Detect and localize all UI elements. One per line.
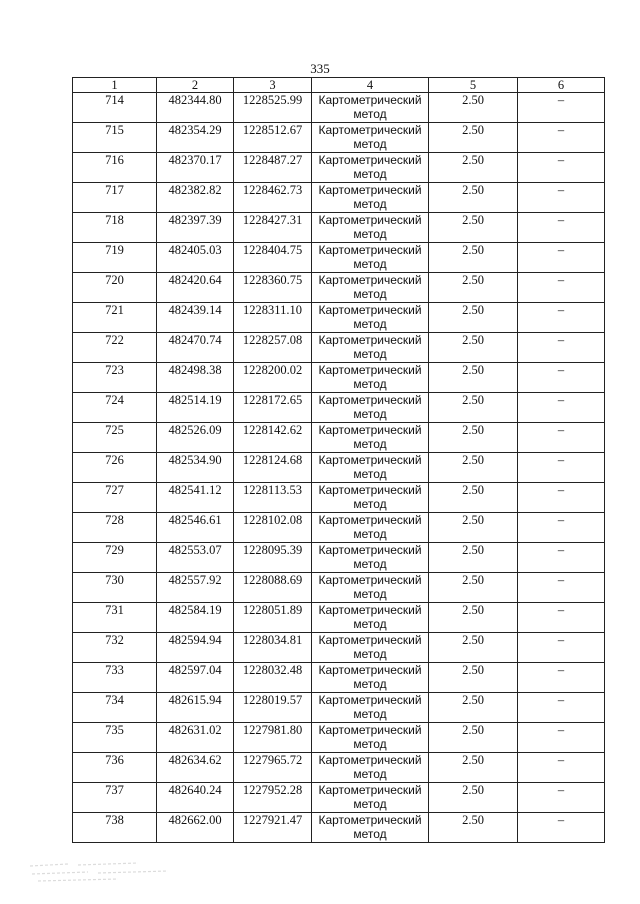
method-line: Картометрический [318,633,422,647]
point-number-cell: 718 [73,213,157,243]
coordinates-table [72,77,605,843]
method-line: метод [353,137,387,151]
method-cell [312,453,429,483]
x-coordinate-cell: 482470.74 [157,333,234,363]
point-number-cell: 726 [73,453,157,483]
method-line: метод [353,497,387,511]
point-number-cell: 728 [73,513,157,543]
method-line: Картометрический [318,423,422,437]
method-line: Картометрический [318,393,422,407]
point-number-cell: 730 [73,573,157,603]
table-row [73,483,605,513]
table-row [73,333,605,363]
y-coordinate-cell: 1228257.08 [234,333,312,363]
point-number-cell: 719 [73,243,157,273]
page-number: 335 [310,61,330,76]
method-line: Картометрический [318,483,422,497]
y-coordinate-cell: 1228172.65 [234,393,312,423]
x-coordinate-cell: 482553.07 [157,543,234,573]
accuracy-cell: 2.50 [429,813,518,843]
accuracy-cell: 2.50 [429,333,518,363]
accuracy-cell: 2.50 [429,303,518,333]
accuracy-cell: 2.50 [429,783,518,813]
point-number-cell: 731 [73,603,157,633]
method-cell [312,363,429,393]
method-cell [312,123,429,153]
method-cell [312,513,429,543]
method-line: Картометрический [318,183,422,197]
method-cell [312,663,429,693]
method-line: метод [353,167,387,181]
method-line: метод [353,737,387,751]
method-cell [312,333,429,363]
method-line: Картометрический [318,753,422,767]
method-cell [312,783,429,813]
y-coordinate-cell: 1227921.47 [234,813,312,843]
note-cell: – [518,663,605,693]
point-number-cell: 738 [73,813,157,843]
method-line: Картометрический [318,663,422,677]
point-number-cell: 734 [73,693,157,723]
x-coordinate-cell: 482370.17 [157,153,234,183]
point-number-cell: 717 [73,183,157,213]
method-line: Картометрический [318,93,422,107]
table-row [73,723,605,753]
point-number-cell: 725 [73,423,157,453]
note-cell: – [518,513,605,543]
method-line: метод [353,317,387,331]
table-row [73,393,605,423]
accuracy-cell: 2.50 [429,633,518,663]
x-coordinate-cell: 482631.02 [157,723,234,753]
accuracy-cell: 2.50 [429,243,518,273]
note-cell: – [518,423,605,453]
y-coordinate-cell: 1228113.53 [234,483,312,513]
note-cell: – [518,153,605,183]
point-number-cell: 722 [73,333,157,363]
method-line: метод [353,377,387,391]
x-coordinate-cell: 482526.09 [157,423,234,453]
accuracy-cell: 2.50 [429,663,518,693]
accuracy-cell: 2.50 [429,273,518,303]
table-row [73,453,605,483]
method-line: Картометрический [318,513,422,527]
column-header: 2 [157,78,234,93]
point-number-cell: 732 [73,633,157,663]
y-coordinate-cell: 1228019.57 [234,693,312,723]
note-cell: – [518,693,605,723]
x-coordinate-cell: 482597.04 [157,663,234,693]
y-coordinate-cell: 1228462.73 [234,183,312,213]
table-row [73,573,605,603]
point-number-cell: 716 [73,153,157,183]
note-cell: – [518,333,605,363]
y-coordinate-cell: 1228512.67 [234,123,312,153]
method-line: Картометрический [318,243,422,257]
y-coordinate-cell: 1227952.28 [234,783,312,813]
method-line: метод [353,557,387,571]
method-line: Картометрический [318,573,422,587]
table-header-row [73,78,605,93]
y-coordinate-cell: 1227981.80 [234,723,312,753]
y-coordinate-cell: 1228311.10 [234,303,312,333]
method-cell [312,213,429,243]
method-cell [312,543,429,573]
method-line: Картометрический [318,333,422,347]
note-cell: – [518,453,605,483]
x-coordinate-cell: 482397.39 [157,213,234,243]
method-line: Картометрический [318,603,422,617]
method-line: метод [353,827,387,841]
point-number-cell: 724 [73,393,157,423]
accuracy-cell: 2.50 [429,483,518,513]
column-header: 4 [312,78,429,93]
method-line: метод [353,107,387,121]
note-cell: – [518,123,605,153]
accuracy-cell: 2.50 [429,153,518,183]
x-coordinate-cell: 482615.94 [157,693,234,723]
method-line: метод [353,587,387,601]
x-coordinate-cell: 482662.00 [157,813,234,843]
x-coordinate-cell: 482514.19 [157,393,234,423]
accuracy-cell: 2.50 [429,693,518,723]
x-coordinate-cell: 482439.14 [157,303,234,333]
x-coordinate-cell: 482594.94 [157,633,234,663]
x-coordinate-cell: 482546.61 [157,513,234,543]
faint-stamp-mark [28,860,178,884]
accuracy-cell: 2.50 [429,453,518,483]
note-cell: – [518,813,605,843]
method-line: метод [353,617,387,631]
y-coordinate-cell: 1228095.39 [234,543,312,573]
point-number-cell: 729 [73,543,157,573]
method-line: метод [353,527,387,541]
y-coordinate-cell: 1228088.69 [234,573,312,603]
note-cell: – [518,633,605,663]
method-cell [312,693,429,723]
column-header: 3 [234,78,312,93]
y-coordinate-cell: 1227965.72 [234,753,312,783]
method-line: Картометрический [318,363,422,377]
accuracy-cell: 2.50 [429,213,518,243]
table-row [73,243,605,273]
method-cell [312,243,429,273]
table-row [73,693,605,723]
method-cell [312,573,429,603]
point-number-cell: 737 [73,783,157,813]
method-cell [312,813,429,843]
x-coordinate-cell: 482534.90 [157,453,234,483]
point-number-cell: 723 [73,363,157,393]
y-coordinate-cell: 1228525.99 [234,93,312,123]
point-number-cell: 714 [73,93,157,123]
table-row [73,363,605,393]
note-cell: – [518,183,605,213]
y-coordinate-cell: 1228404.75 [234,243,312,273]
accuracy-cell: 2.50 [429,753,518,783]
x-coordinate-cell: 482405.03 [157,243,234,273]
note-cell: – [518,573,605,603]
note-cell: – [518,243,605,273]
accuracy-cell: 2.50 [429,123,518,153]
method-cell [312,303,429,333]
accuracy-cell: 2.50 [429,513,518,543]
method-line: метод [353,257,387,271]
point-number-cell: 736 [73,753,157,783]
method-line: метод [353,767,387,781]
method-line: Картометрический [318,453,422,467]
method-line: Картометрический [318,813,422,827]
x-coordinate-cell: 482382.82 [157,183,234,213]
method-line: метод [353,347,387,361]
method-cell [312,483,429,513]
note-cell: – [518,273,605,303]
y-coordinate-cell: 1228034.81 [234,633,312,663]
table-row [73,513,605,543]
method-line: метод [353,437,387,451]
note-cell: – [518,483,605,513]
x-coordinate-cell: 482640.24 [157,783,234,813]
table-row [73,783,605,813]
column-header: 6 [518,78,605,93]
method-cell [312,603,429,633]
table-row [73,543,605,573]
table-row [73,663,605,693]
method-line: Картометрический [318,303,422,317]
x-coordinate-cell: 482634.62 [157,753,234,783]
note-cell: – [518,93,605,123]
note-cell: – [518,303,605,333]
method-cell [312,753,429,783]
method-line: метод [353,797,387,811]
accuracy-cell: 2.50 [429,723,518,753]
y-coordinate-cell: 1228427.31 [234,213,312,243]
note-cell: – [518,603,605,633]
x-coordinate-cell: 482344.80 [157,93,234,123]
y-coordinate-cell: 1228487.27 [234,153,312,183]
point-number-cell: 721 [73,303,157,333]
x-coordinate-cell: 482354.29 [157,123,234,153]
table-row [73,753,605,783]
method-cell [312,393,429,423]
table-row [73,423,605,453]
note-cell: – [518,723,605,753]
y-coordinate-cell: 1228032.48 [234,663,312,693]
accuracy-cell: 2.50 [429,423,518,453]
y-coordinate-cell: 1228102.08 [234,513,312,543]
x-coordinate-cell: 482541.12 [157,483,234,513]
x-coordinate-cell: 482498.38 [157,363,234,393]
method-line: Картометрический [318,723,422,737]
point-number-cell: 720 [73,273,157,303]
method-line: метод [353,407,387,421]
accuracy-cell: 2.50 [429,363,518,393]
table-row [73,303,605,333]
method-cell [312,273,429,303]
point-number-cell: 735 [73,723,157,753]
method-line: Картометрический [318,153,422,167]
note-cell: – [518,363,605,393]
table-row [73,813,605,843]
column-header: 1 [73,78,157,93]
note-cell: – [518,753,605,783]
accuracy-cell: 2.50 [429,543,518,573]
method-line: метод [353,467,387,481]
accuracy-cell: 2.50 [429,603,518,633]
note-cell: – [518,213,605,243]
method-line: Картометрический [318,213,422,227]
point-number-cell: 733 [73,663,157,693]
table-row [73,93,605,123]
table-row [73,123,605,153]
method-cell [312,423,429,453]
y-coordinate-cell: 1228124.68 [234,453,312,483]
method-cell [312,183,429,213]
method-cell [312,633,429,663]
accuracy-cell: 2.50 [429,183,518,213]
table-row [73,273,605,303]
note-cell: – [518,543,605,573]
table-row [73,213,605,243]
method-cell [312,723,429,753]
table-row [73,603,605,633]
point-number-cell: 715 [73,123,157,153]
method-line: Картометрический [318,273,422,287]
y-coordinate-cell: 1228200.02 [234,363,312,393]
y-coordinate-cell: 1228051.89 [234,603,312,633]
x-coordinate-cell: 482557.92 [157,573,234,603]
method-cell [312,153,429,183]
accuracy-cell: 2.50 [429,93,518,123]
method-line: Картометрический [318,783,422,797]
method-line: Картометрический [318,123,422,137]
point-number-cell: 727 [73,483,157,513]
y-coordinate-cell: 1228360.75 [234,273,312,303]
method-line: метод [353,227,387,241]
table-row [73,153,605,183]
method-line: метод [353,707,387,721]
note-cell: – [518,783,605,813]
method-line: метод [353,197,387,211]
note-cell: – [518,393,605,423]
method-cell [312,93,429,123]
x-coordinate-cell: 482420.64 [157,273,234,303]
y-coordinate-cell: 1228142.62 [234,423,312,453]
x-coordinate-cell: 482584.19 [157,603,234,633]
method-line: метод [353,677,387,691]
method-line: метод [353,647,387,661]
method-line: метод [353,287,387,301]
table-row [73,183,605,213]
table-row [73,633,605,663]
method-line: Картометрический [318,693,422,707]
method-line: Картометрический [318,543,422,557]
accuracy-cell: 2.50 [429,393,518,423]
column-header: 5 [429,78,518,93]
accuracy-cell: 2.50 [429,573,518,603]
